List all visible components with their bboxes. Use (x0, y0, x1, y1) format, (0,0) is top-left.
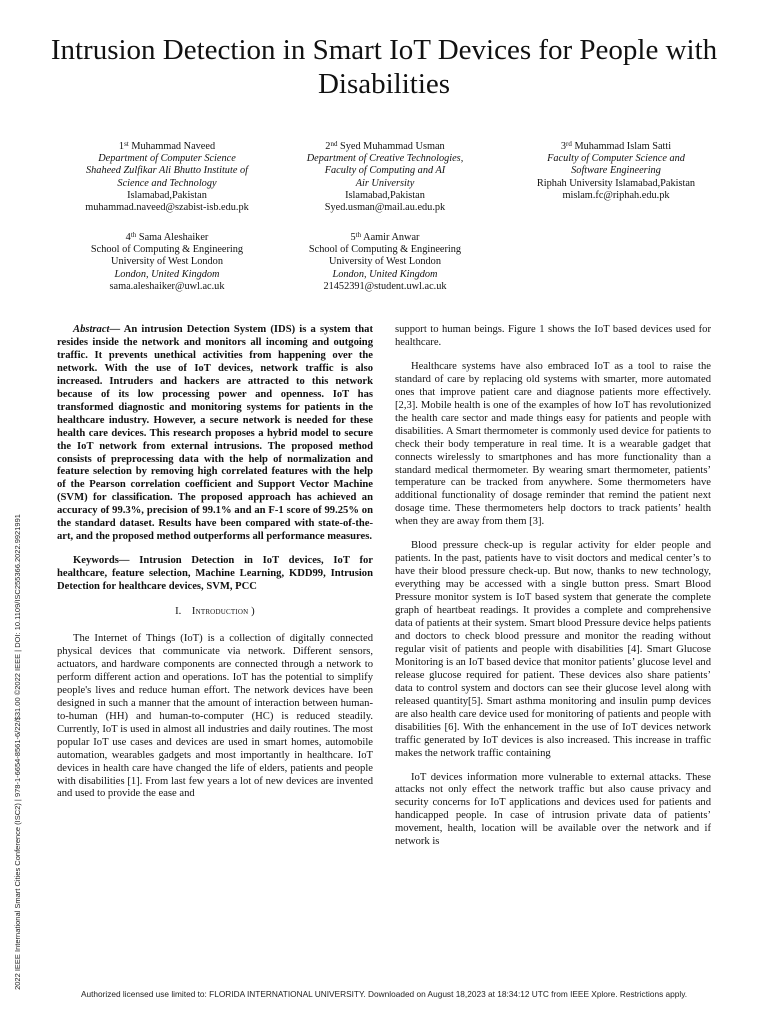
author-affiliation-2a: Department of Creative Technologies, (306, 153, 464, 165)
abstract-text: An intrusion Detection System (IDS) is a system that resides inside the network and monitors all incoming and outgoing traffic. It prevents unethical activities from happening over the network. With the use of IoT devices, network traffic is also increased. Intruders and hackers are attracted to this network because of its low processing power and openness. IoT has transformed diagnostic and monitoring systems for patients in the healthcare industry. However, a secure network is needed for these health care devices. This research proposes a hybrid model to secure the IoT network from external intrusions. The proposed method consists of preprocessing data with the help of normalization and feature selection by removing high correlated features with the help of the Pearson correlation coefficient and Support Vector Machine (SVM) for classification. The proposed approach has achieved an accuracy of 99.3%, precision of 99.1% and an F-1 score of 99.25% on the standard dataset. Results have been compared with state-of-the-art, and the proposed method outperforms all performance measures. (57, 324, 373, 543)
right-paragraph-3: Blood pressure check-up is regular activity for elder people and patients. In the past, patients have to visit doctors and medical center’s to have their blood pressure check-up. But now, thanks to new technology, everything may be accessed with a single button press. Smart Blood Pressure monitor system is IoT based system that generate the complete graph of heartbeat readings. It provides a complete and comprehensive data of patients at their system. Smart blood Pressure device helps patients and doctors to check blood pressure and monitor the reading without regular visit of patients and people with disabilities [4]. Smart Glucose Monitoring is an IoT based device that monitor patients’ glucose level and release glucose required for patient. These devices also share patients’ data to control system and doctors can see their glucose level along with released quantity[5]. Smart asthma monitoring and insulin pump devices are also health care device used for monitoring of patients and people with disabilities [6]. With the enhancement in the use of IoT devices network traffic generated by IoT devices is also increased. This increase in traffic makes the network traffic containing (395, 540, 711, 759)
author-block-4 (62, 232, 272, 293)
author-affiliation-1b: Shaheed Zulfikar Ali Bhutto Institute of (86, 165, 248, 177)
right-paragraph-2: Healthcare systems have also embraced IoT as a tool to raise the standard of care by replacing old systems with smarter, more automated ones that improve patient care and diagnose patients more effectively. [2,3]. Mobile health is one of the examples of how IoT has revolutionized the health care sector and made things easy for patients and people with disabilities. A Smart thermometer is commonly used device for patients to check their body temperature in real time. It is a wearable gadget that connects wirelessly to smartphones and has more functionality than a standard medical thermometer. By wearing smart thermometer, patients’ temperature can be tracked from anywhere. Some thermometers have additional functionality of dosage reminder that remind the patient next dosage time. These thermometers help doctors to track patients’ health when they are away from them [3]. (395, 360, 711, 528)
author-affiliation-5b: University of West London (329, 256, 441, 268)
author-name-4: 4th Sama Aleshaiker (125, 231, 209, 243)
author-name-5: 5th Aamir Anwar (350, 231, 420, 243)
author-email-3: mislam.fc@riphah.edu.pk (562, 189, 670, 201)
license-footer: Authorized licensed use limited to: FLORIDA INTERNATIONAL UNIVERSITY. Downloaded on August 18,2023 at 18:34:12 UTC from IEEE Xplore. Restrictions apply. (80, 989, 688, 999)
author-name-1: 1st Muhammad Naveed (118, 140, 216, 152)
author-affiliation-2c: Air University (355, 177, 415, 189)
side-stamp: 2022 IEEE International Smart Cities Conference (ISC2) | 978-1-6654-8561-6/22/$31.00 ©2022 IEEE | DOI: 10.1109/ISC255366.2022.9921991 (13, 514, 22, 990)
author-email-2: Syed.usman@mail.au.edu.pk (324, 202, 446, 214)
right-column (395, 324, 711, 849)
intro-paragraph-1: The Internet of Things (IoT) is a collection of digitally connected physical devices that communicate via network. Different sensors, actuators, and hardware components are connected through a network to perform different action and operations. IoT has the potential to simplify people's lives and reduce human effort. The network devices have been designed in such a manner that the amount of interaction between human-to-human (HH) and human-to-computer (HC) is reduced steadily. Currently, IoT is used in almost all industries and daily routines. The most popular IoT use cases and devices are used in smart homes, automobile automation, wearables gadgets and most importantly in healthcare. IoT devices in health care have changed the life of elders, patients and people with disabilities [1]. From last few years a lot of new devices are invented and used to provide the ease and (57, 633, 373, 800)
author-affiliation-2b: Faculty of Computing and AI (324, 165, 446, 177)
paper-title: Intrusion Detection in Smart IoT Devices for People with Disabilities (50, 34, 718, 100)
author-email-5: 21452391@student.uwl.ac.uk (323, 280, 447, 292)
keywords-label: Keywords (73, 555, 119, 567)
author-affiliation-4b: University of West London (111, 256, 223, 268)
author-affiliation-5a: School of Computing & Engineering (308, 244, 462, 256)
author-email-4: sama.aleshaiker@uwl.ac.uk (109, 280, 225, 292)
author-affiliation-1a: Department of Computer Science (98, 153, 236, 165)
author-city-1: Islamabad,Pakistan (127, 189, 207, 201)
author-city-5: London, United Kingdom (332, 268, 438, 280)
author-affiliation-1c: Science and Technology (117, 177, 217, 189)
author-block-1 (52, 141, 282, 214)
right-paragraph-1: support to human beings. Figure 1 shows the IoT based devices used for healthcare. (395, 324, 711, 348)
section-heading-introduction: I. Introduction ) (175, 606, 255, 618)
author-name-3: 3rd Muhammad Islam Satti (560, 140, 672, 152)
author-block-2 (270, 141, 500, 214)
author-city-2: Islamabad,Pakistan (345, 189, 425, 201)
abstract: Abstract— An intrusion Detection System (IDS) is a system that resides inside the network and monitors all incoming and outgoing traffic. It prevents unethical activities from happening over the network. With the use of IoT devices, network traffic is also increased. Intruders and hackers are attracted to this network because of its low processing power and openness. IoT has transformed diagnostic and monitoring systems for patients in the healthcare industry. However, a secure network is needed for these health care devices. This research proposes a hybrid model to secure the IoT network from external intrusions. The proposed method consists of preprocessing data with the help of normalization and feature selection by removing high correlated features with the help of the Pearson correlation coefficient and Support Vector Machine (SVM) for classification. The proposed approach has achieved an accuracy of 99.3%, precision of 99.1% and an F-1 score of 99.25% on the standard dataset. Results have been compared with state-of-the-art, and the proposed method outperforms all performance measures. (57, 324, 373, 543)
author-affiliation-4a: School of Computing & Engineering (90, 244, 244, 256)
author-email-1: muhammad.naveed@szabist-isb.edu.pk (85, 202, 249, 214)
author-block-5 (280, 232, 490, 293)
author-block-3 (501, 141, 731, 202)
author-city-3: Riphah University Islamabad,Pakistan (536, 177, 696, 189)
right-paragraph-4: IoT devices information more vulnerable to external attacks. These attacks not only effect the network traffic but also cause privacy and security concerns for IoT applications and devices used for patients and handicapped people. In case of intrusion private data of patients’ movement, health, location will be available over the network and if network is (395, 771, 711, 848)
keywords: Keywords— Intrusion Detection in IoT devices, IoT for healthcare, feature selection, Machine Learning, KDD99, Intrusion Detection for healthcare devices, SVM, PCC (57, 555, 373, 593)
author-city-4: London, United Kingdom (114, 268, 220, 280)
abstract-label: Abstract (73, 324, 110, 335)
author-affiliation-3a: Faculty of Computer Science and (547, 153, 685, 165)
keywords-text: Intrusion Detection in IoT devices, IoT for healthcare, feature selection, Machine Learning, KDD99, Intrusion Detection for healthcare devices, SVM, PCC (57, 555, 373, 593)
author-affiliation-3b: Software Engineering (571, 165, 661, 177)
left-column (57, 324, 373, 801)
author-name-2: 2nd Syed Muhammad Usman (325, 140, 445, 152)
